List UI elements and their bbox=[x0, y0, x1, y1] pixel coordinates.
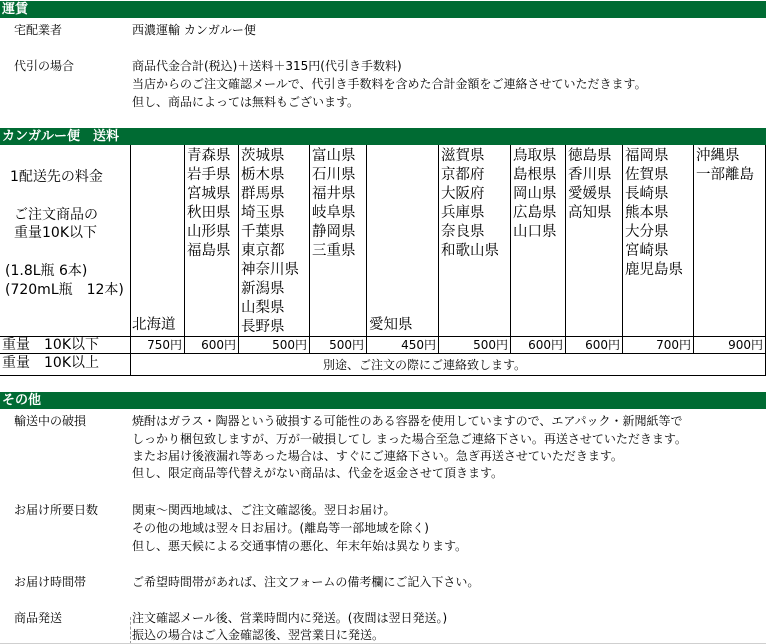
region-chugoku: 鳥取県 島根県 岡山県 広島県 山口県 bbox=[513, 148, 557, 240]
label-carrier: 宅配業者 bbox=[14, 23, 63, 37]
table-label-bottle-18: (1.8L瓶 6本) bbox=[5, 263, 88, 279]
price-kyushu: 700円 bbox=[656, 338, 691, 352]
shipping-line-2: 振込の場合はご入金確認後、翌営業日に発送。 bbox=[132, 628, 385, 642]
label-shipping: 商品発送 bbox=[14, 611, 63, 625]
weight-over-label: 重量 10K以上 bbox=[2, 355, 99, 371]
delivery-days-line-3: 但し、悪天候による交通事情の悪化、年末年始は異なります。 bbox=[132, 539, 468, 553]
region-kanto-shinetsu: 茨城県 栃木県 群馬県 埼玉県 千葉県 東京都 神奈川県 新潟県 山梨県 長野県 bbox=[241, 148, 299, 335]
breakage-line-4: 但し、限定商品等代替えがない商品は、代金を返金させて頂きます。 bbox=[132, 466, 504, 480]
table-label-per-destination: 1配送先の料金 bbox=[10, 169, 103, 185]
price-hokkaido: 750円 bbox=[147, 338, 182, 352]
table-label-order-items: ご注文商品の bbox=[14, 207, 98, 223]
section-header-sonota: その他 bbox=[0, 392, 766, 409]
cod-line-1: 商品代金合計(税込)＋送料＋315円(代引き手数料) bbox=[132, 59, 402, 73]
section-header-kangaroo: カンガルー便 送料 bbox=[0, 128, 766, 145]
region-aichi: 愛知県 bbox=[369, 317, 413, 333]
weight-over-note: 別途、ご注文の際にご連絡致します。 bbox=[323, 358, 527, 372]
region-okinawa: 沖縄県 一部離島 bbox=[696, 148, 754, 183]
region-shikoku: 徳島県 香川県 愛媛県 高知県 bbox=[568, 148, 612, 221]
price-okinawa: 900円 bbox=[728, 338, 763, 352]
price-hokuriku-tokai: 500円 bbox=[329, 338, 364, 352]
table-label-weight-limit: 重量10K以下 bbox=[14, 225, 97, 241]
weight-under-label: 重量 10K以下 bbox=[2, 337, 99, 353]
delivery-days-line-1: 関東～関西地域は、ご注文確認後。翌日お届け。 bbox=[132, 503, 396, 517]
label-breakage: 輸送中の破損 bbox=[14, 414, 87, 428]
price-shikoku: 600円 bbox=[585, 338, 620, 352]
section-header-unchin: 運賃 bbox=[0, 1, 766, 18]
region-tohoku: 青森県 岩手県 宮城県 秋田県 山形県 福島県 bbox=[187, 148, 231, 259]
breakage-line-3: またお届け後液漏れ等あった場合は、すぐにご連絡下さい。急ぎ再送させていただきます。 bbox=[132, 449, 623, 463]
cod-line-3: 但し、商品によっては無料もございます。 bbox=[132, 95, 360, 109]
price-aichi: 450円 bbox=[401, 338, 436, 352]
value-carrier: 西濃運輸 カンガルー便 bbox=[132, 23, 256, 37]
region-kyushu: 福岡県 佐賀県 長崎県 熊本県 大分県 宮崎県 鹿児島県 bbox=[625, 148, 683, 278]
region-hokuriku-tokai: 富山県 石川県 福井県 岐阜県 静岡県 三重県 bbox=[312, 148, 356, 259]
price-kanto-shinetsu: 500円 bbox=[272, 338, 307, 352]
price-kansai: 500円 bbox=[473, 338, 508, 352]
shipping-line-1: 注文確認メール後、営業時間内に発送。(夜間は翌日発送。) bbox=[132, 611, 448, 625]
table-label-bottle-720: (720mL瓶 12本) bbox=[5, 282, 124, 298]
price-chugoku: 600円 bbox=[528, 338, 563, 352]
label-delivery-days: お届け所要日数 bbox=[14, 503, 99, 517]
delivery-time-line-1: ご希望時間帯があれば、注文フォームの備考欄にご記入下さい。 bbox=[132, 575, 480, 589]
cod-line-2: 当店からのご注文確認メールで、代引き手数料を含めた合計金額をご連絡させていただきます。 bbox=[132, 77, 647, 91]
delivery-days-line-2: その他の地域は翌々日お届け。(離島等一部地域を除く) bbox=[132, 521, 429, 535]
label-delivery-time: お届け時間帯 bbox=[14, 575, 87, 589]
breakage-line-1: 焼酎はガラス・陶器という破損する可能性のある容器を使用していますので、エアパック・新聞紙等で bbox=[132, 414, 683, 428]
region-hokkaido: 北海道 bbox=[132, 317, 176, 333]
price-tohoku: 600円 bbox=[201, 338, 236, 352]
breakage-line-2: しっかり梱包致しますが、万が一破損してし まった場合至急ご連絡下さい。再送させていただきます。 bbox=[132, 432, 687, 446]
region-kansai: 滋賀県 京都府 大阪府 兵庫県 奈良県 和歌山県 bbox=[441, 148, 499, 259]
label-cod: 代引の場合 bbox=[14, 59, 75, 73]
